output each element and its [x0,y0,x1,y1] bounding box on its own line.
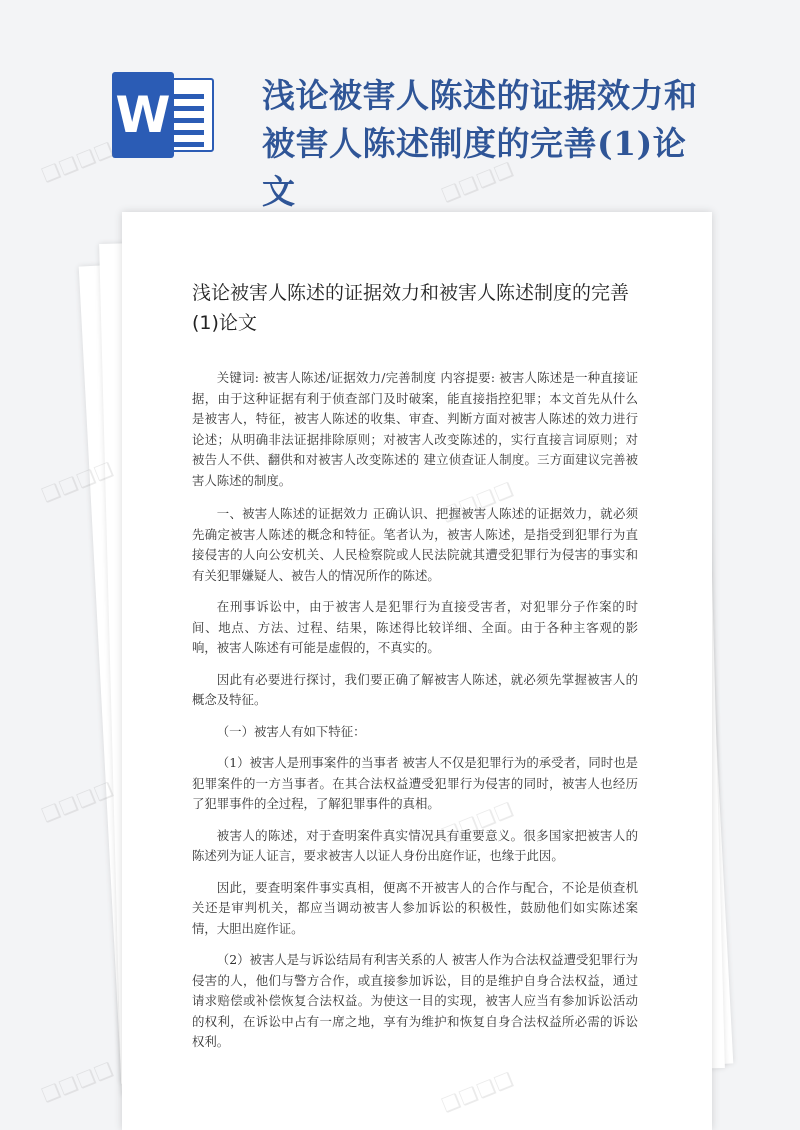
document-page [122,212,712,1130]
word-letter-badge: W [112,72,174,158]
watermark: ❑❑❑❑ [38,1056,118,1108]
paragraph: （2）被害人是与诉讼结局有利害关系的人 被害人作为合法权益遭受犯罪行为侵害的人，他们与警方合作，或直接参加诉讼，目的是维护自身合法权益，通过请求赔偿或补偿恢复合法权益。为使这一目的实现，被害人应当有参加诉讼活动的权利，在诉讼中占有一席之地，享有为维护和恢复自身合法权益所必需的诉讼权利。 [192,952,638,1049]
paragraph: （1）被害人是刑事案件的当事者 被害人不仅是犯罪行为的承受者，同时也是犯罪案件的一方当事者。在其合法权益遭受犯罪行为侵害的同时，被害人也经历了犯罪事件的全过程，了解犯罪事件的真相。 [192,755,638,811]
paragraph: 因此有必要进行探讨，我们要正确了解被害人陈述，就必须先掌握被害人的概念及特征。 [192,671,638,707]
paragraph: 一、被害人陈述的证据效力 正确认识、把握被害人陈述的证据效力，就必须先确定被害人陈述的概念和特征。笔者认为，被害人陈述，是指受到犯罪行为直接侵害的人向公安机关、人民检察院或人民法院就其遭受犯罪行为侵害的事实和有关犯罪嫌疑人、被告人的情况所作的陈述。 [192,506,638,583]
watermark: ❑❑❑❑ [38,456,118,508]
word-document-icon [112,72,214,158]
watermark: ❑❑❑❑ [438,156,518,208]
paragraph: 因此，要查明案件事实真相，便离不开被害人的合作与配合，不论是侦查机关还是审判机关，都应当调动被害人参加诉讼的积极性，鼓励他们如实陈述案情，大胆出庭作证。 [192,879,638,936]
paragraph: 在刑事诉讼中，由于被害人是犯罪行为直接受害者，对犯罪分子作案的时间、地点、方法、过程、结果，陈述得比较详细、全面。由于各种主客观的影响，被害人陈述有可能是虚假的，不真实的。 [192,599,638,655]
header-title: 浅论被害人陈述的证据效力和被害人陈述制度的完善(1)论文 [262,76,698,211]
document-title: 浅论被害人陈述的证据效力和被害人陈述制度的完善(1)论文 [192,282,630,334]
watermark: ❑❑❑❑ [38,136,118,188]
watermark: ❑❑❑❑ [38,776,118,828]
paragraph: （一）被害人有如下特征： [216,723,366,739]
paragraph: 被害人的陈述，对于查明案件真实情况具有重要意义。很多国家把被害人的陈述列为证人证言，要求被害人以证人身份出庭作证，也缘于此因。 [192,827,638,863]
paragraph-keywords: 关键词: 被害人陈述/证据效力/完善制度 内容提要: 被害人陈述是一种直接证据，由于这种证据有利于侦查部门及时破案，能直接指控犯罪；本文首先从什么是被害人，特征，被害人陈述的收集、审查、判断方面对被害人陈述的效力进行论述；从明确非法证据排除原则；对被害人改变陈述的，实行直接言词原则；对被告人不供、翻供和对被害人改变陈述的 建立侦查证人制度。三方面建议完善被害人陈述的制度。 [192,370,638,488]
